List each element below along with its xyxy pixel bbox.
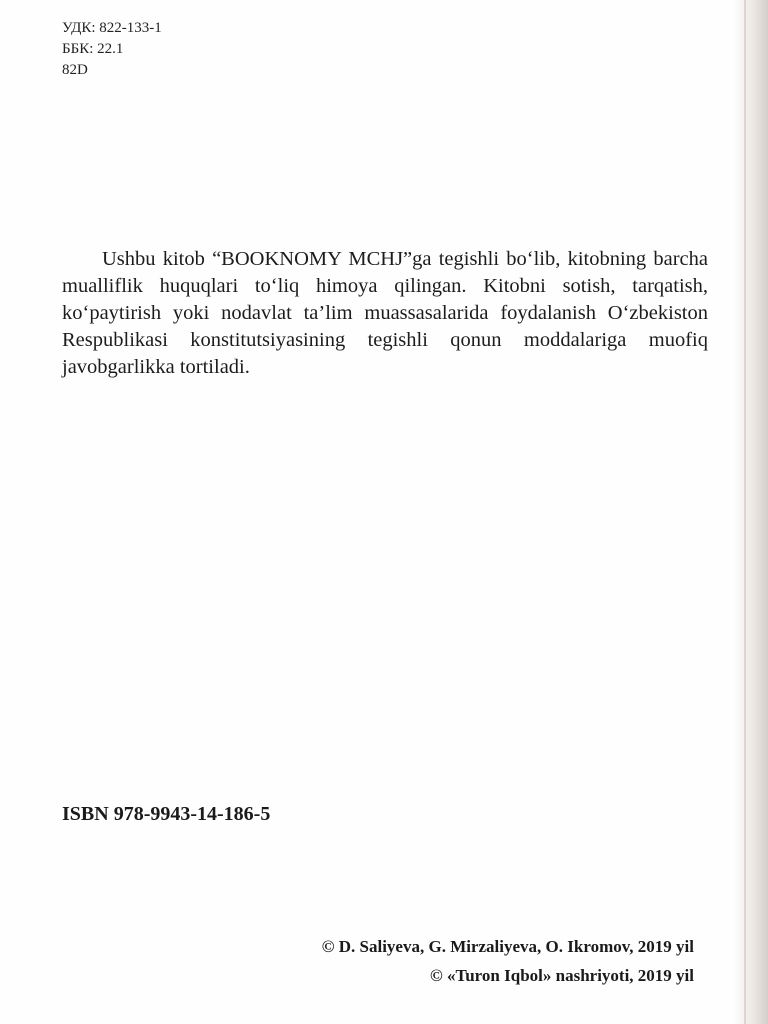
copyright-notice (62, 246, 708, 381)
isbn-number: ISBN 978-9943-14-186-5 (62, 803, 271, 825)
copyright-lines (322, 932, 694, 990)
udk-code: УДК: 822-133-1 (62, 20, 162, 36)
page-edge-shadow (734, 0, 768, 1024)
author-mark-code: 82D (62, 62, 88, 78)
bbk-code: ББК: 22.1 (62, 41, 124, 57)
copyright-notice-text: Ushbu kitob “BOOKNOMY MCHJ”ga tegishli bo‘lib, kitobning barcha mualliflik huquqlari to‘liq himoya qilingan. Kitobni sotish, tarqatish, ko‘paytirish yoki nodavlat ta’lim muassasalarida foydalanish O‘zbekiston Respublikasi konstitutsiyasining tegishli qonun moddalariga muofiq javobgarlikka tortiladi. (62, 248, 708, 378)
page-edge-line (744, 0, 746, 1024)
copyright-publisher: © «Turon Iqbol» nashriyoti, 2019 yil (430, 966, 694, 985)
copyright-authors: © D. Saliyeva, G. Mirzaliyeva, O. Ikromov, 2019 yil (321, 937, 694, 956)
classification-codes (62, 18, 162, 81)
